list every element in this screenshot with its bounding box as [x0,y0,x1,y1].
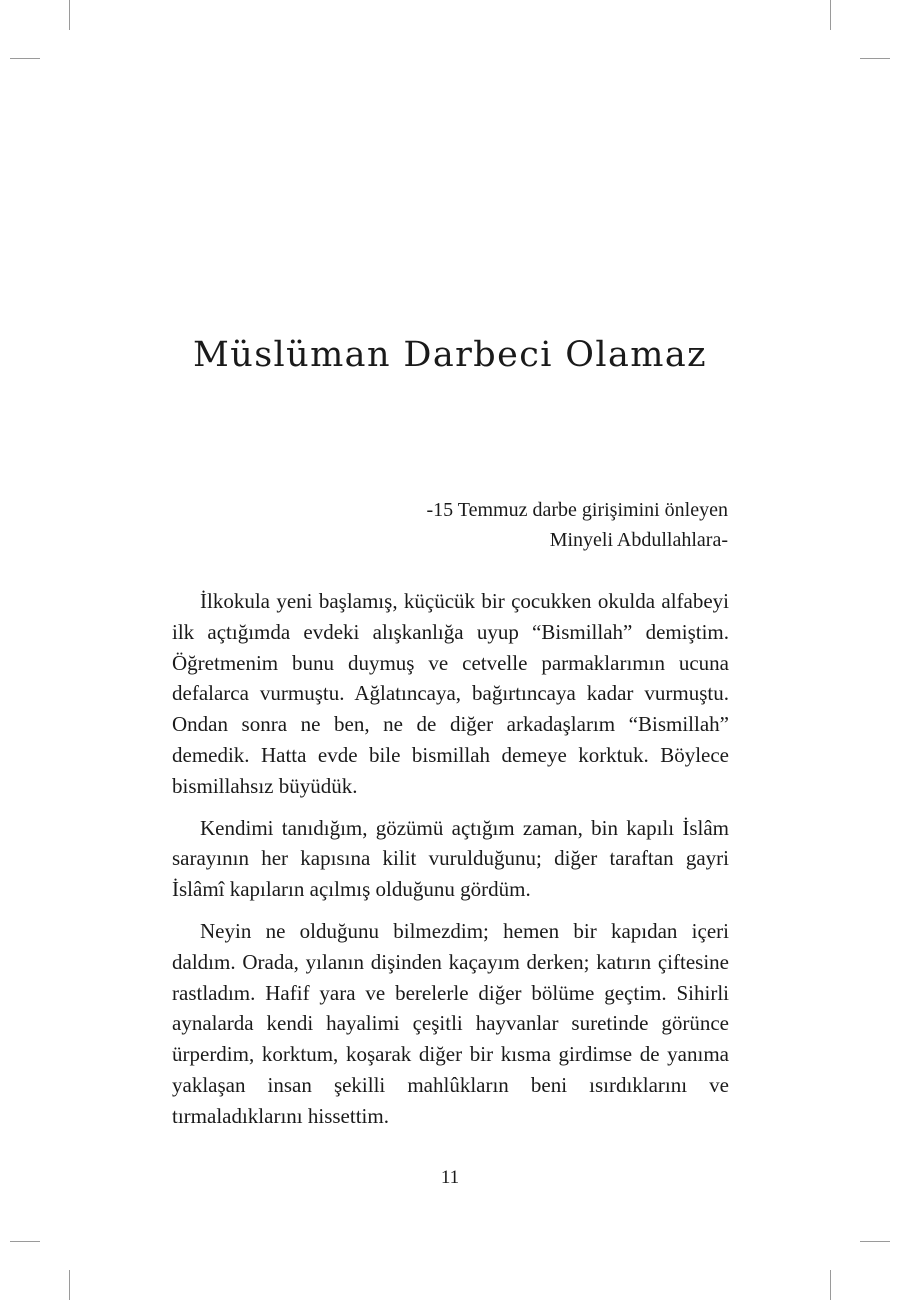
crop-mark-top-left-h [10,58,40,59]
crop-mark-bottom-right [830,1270,831,1300]
dedication-line-2: Minyeli Abdullahlara- [549,529,728,551]
crop-mark-bottom-right-h [860,1241,890,1242]
body-text [172,586,729,1143]
paragraph-1: İlkokula yeni başlamış, küçücük bir çocukken okulda alfabeyi ilk açtığımda evdeki alışkanlığa uyup “Bismillah” demiştim. Öğretmenim bunu duymuş ve cetvelle parmaklarımın ucuna defalarca vurmuştu. Ağlatıncaya, bağırtıncaya kadar vurmuştu. Ondan sonra ne ben, ne de diğer arkadaşlarım “Bismillah” demedik. Hatta evde bile bismillah demeye korktuk. Böylece bismillahsız büyüdük. [172,589,729,798]
paragraph-3: Neyin ne olduğunu bilmezdim; hemen bir kapıdan içeri daldım. Orada, yılanın dişinden kaçayım derken; katırın çiftesine rastladım. Hafif yara ve berelerle diğer bölüme geçtim. Sihirli aynalarda kendi hayalimi çeşitli hayvanlar suretinde görünce ürperdim, korktum, koşarak diğer bir kısma girdimse de yanıma yaklaşan insan şekilli mahlûkların beni ısırdıklarını ve tırmaladıklarını hissettim. [172,918,729,1128]
crop-mark-top-right-h [860,58,890,59]
chapter-title: Müslüman Darbeci Olamaz [193,335,707,375]
crop-mark-top-left [69,0,70,30]
dedication [427,495,729,555]
crop-mark-top-right [830,0,831,30]
crop-mark-bottom-left-h [10,1241,40,1242]
paragraph-2: Kendimi tanıdığım, gözümü açtığım zaman, bin kapılı İslâm sarayının her kapısına kilit vurulduğunu; diğer taraftan gayri İslâmî kapıların açılmış olduğunu gördüm. [172,815,729,902]
dedication-line-1: -15 Temmuz darbe girişimini önleyen [426,499,728,521]
crop-mark-bottom-left [69,1270,70,1300]
page-number: 11 [440,1167,460,1188]
